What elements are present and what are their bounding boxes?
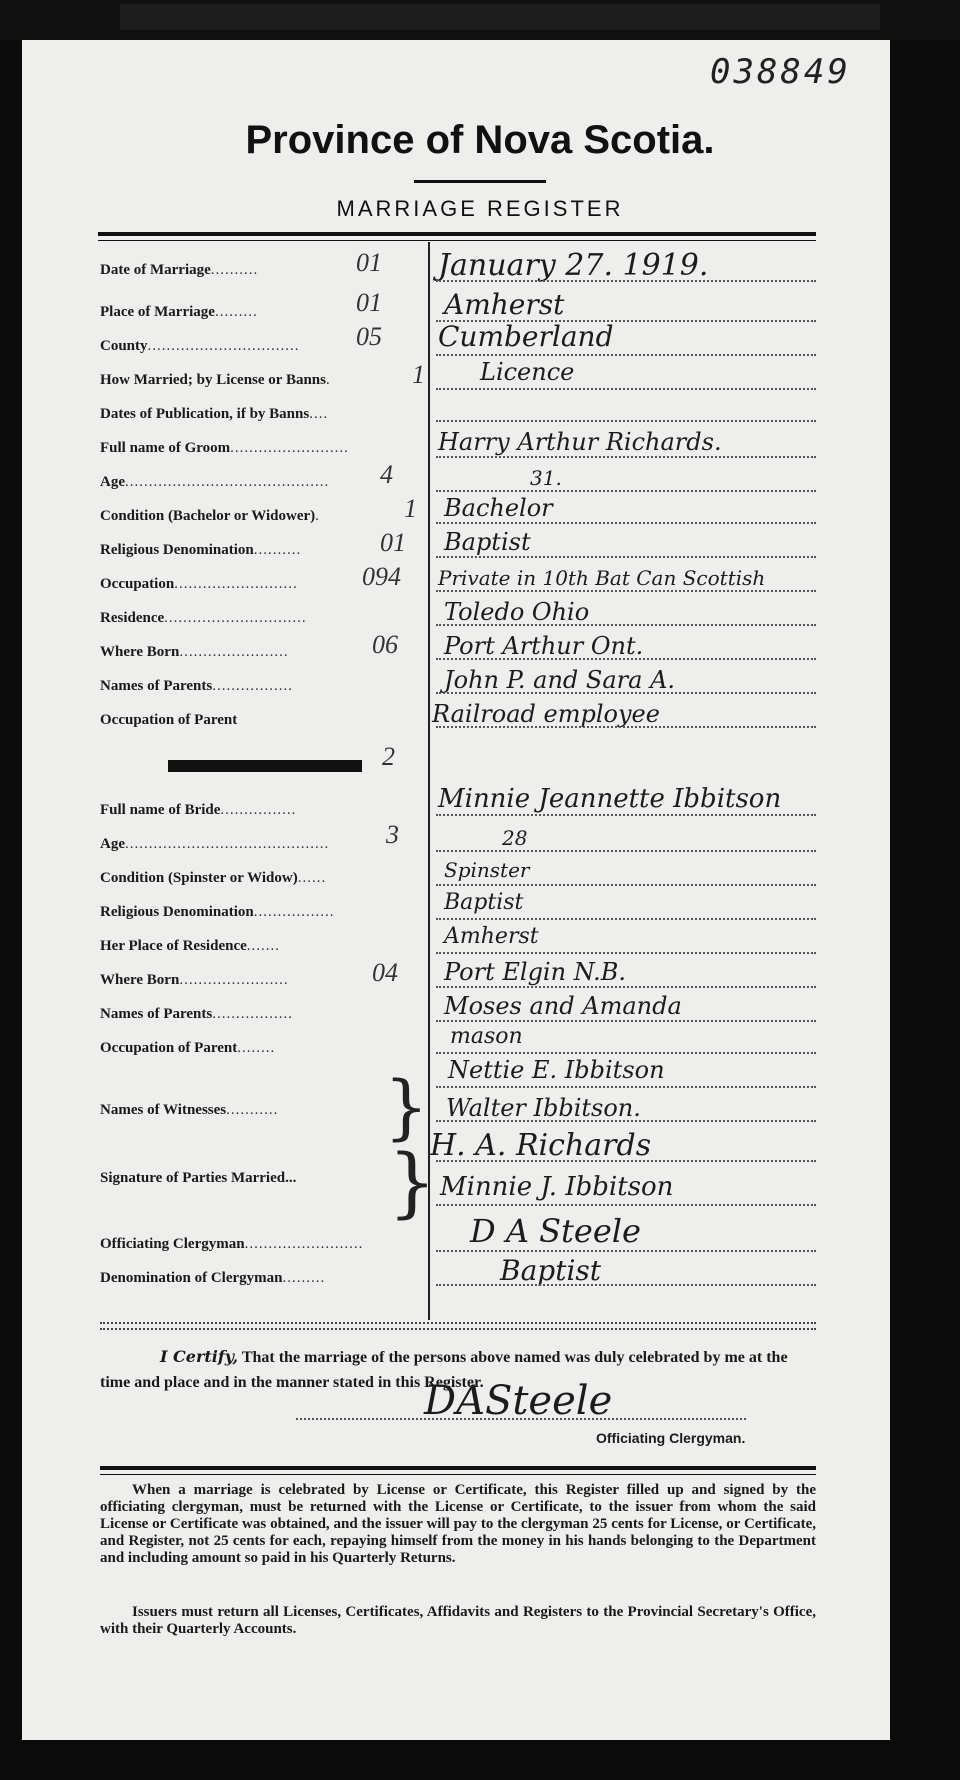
footer-rule (100, 1466, 816, 1470)
field-code: 1 (404, 494, 417, 523)
scan-border-top (0, 0, 960, 40)
entry-line (436, 814, 816, 816)
page-subtitle: MARRIAGE REGISTER (336, 196, 624, 221)
field-value: Baptist (444, 528, 531, 556)
entry-line (436, 590, 816, 592)
page-title: Province of Nova Scotia. (245, 118, 715, 162)
field-label: Condition (Spinster or Widow)...... (100, 870, 327, 886)
clergyman-denomination: Baptist (500, 1254, 602, 1287)
field-label: Full name of Bride................ (100, 802, 297, 818)
entry-line (436, 658, 816, 660)
entry-line (436, 522, 816, 524)
field-label: Her Place of Residence....... (100, 938, 281, 954)
field-label: Religious Denomination.......... (100, 542, 302, 558)
field-value: Amherst (444, 924, 539, 949)
signature-line (296, 1418, 746, 1420)
field-label: Religious Denomination................. (100, 904, 335, 920)
entry-line (436, 1284, 816, 1286)
issuers-paragraph: Issuers must return all Licenses, Certificates, Affidavits and Registers to the Provincial Secretary's Office, with their Quarterly Accounts. (100, 1604, 816, 1637)
instructions-paragraph: When a marriage is celebrated by License or Certificate, this Register filled up and signed by the officiating clergyman, must be returned with the License or Certificate, to the issuer from whom the said License or Certificate was obtained, and the issuer will pay to the clergyman 25 cents for License, or Certificate, and Register, not 25 cents for each, repaying himself from the money in his hands belonging to the Department and including amount so paid in his Quarterly Returns. (100, 1482, 816, 1566)
field-value: Cumberland (438, 320, 614, 353)
field-value: Harry Arthur Richards. (438, 428, 722, 456)
document-number: 038849 (710, 52, 851, 92)
entry-line (436, 1120, 816, 1122)
field-value: Toledo Ohio (444, 598, 590, 626)
field-value: 31. (530, 466, 562, 490)
entry-line (436, 456, 816, 458)
entry-line (436, 388, 816, 390)
field-value: Baptist (444, 890, 524, 915)
bride-section-bar (168, 760, 362, 772)
field-label: Occupation of Parent........ (100, 1040, 276, 1056)
field-code: 01 (356, 248, 382, 277)
field-value: Amherst (444, 288, 565, 321)
field-value: Licence (480, 358, 575, 386)
field-value: John P. and Sara A. (444, 666, 676, 694)
field-code: 01 (380, 528, 406, 557)
entry-line (436, 1160, 816, 1162)
entry-line (436, 692, 816, 694)
clergyman-signature: D A Steele (470, 1212, 641, 1250)
field-label: Occupation of Parent (100, 712, 238, 728)
entry-line (436, 280, 816, 282)
footer-rule-thin (100, 1474, 816, 1475)
field-label: Age........................................... (100, 836, 330, 852)
signature-bride: Minnie J. Ibbitson (440, 1172, 674, 1202)
header-rule-thin (98, 240, 816, 241)
field-value: Private in 10th Bat Can Scottish (438, 566, 766, 590)
field-code: 4 (380, 460, 393, 489)
entry-line (436, 1020, 816, 1022)
field-value: mason (450, 1024, 523, 1049)
certificate-rule (100, 1322, 816, 1324)
field-code: 05 (356, 322, 382, 351)
entry-line (436, 624, 816, 626)
field-label: Date of Marriage.......... (100, 262, 259, 278)
entry-line (436, 1204, 816, 1206)
entry-line (436, 850, 816, 852)
field-label: Names of Parents................. (100, 1006, 293, 1022)
field-label: Where Born....................... (100, 644, 289, 660)
field-code: 01 (356, 288, 382, 317)
certify-body: That the marriage of the persons above named was duly celebrated by me at the time and place and in the manner stated in this Register. (100, 1349, 788, 1391)
field-value: Railroad employee (432, 700, 660, 728)
officiating-clergyman-caption: Officiating Clergyman. (596, 1430, 746, 1446)
field-label: Residence.............................. (100, 610, 307, 626)
entry-line (436, 918, 816, 920)
entry-line (436, 354, 816, 356)
field-label: Occupation.......................... (100, 576, 298, 592)
signatures-label: Signature of Parties Married... (100, 1170, 297, 1186)
field-value: Port Arthur Ont. (444, 632, 644, 660)
entry-line (436, 556, 816, 558)
field-code: 04 (372, 958, 398, 987)
entry-line (436, 986, 816, 988)
field-label: Place of Marriage......... (100, 304, 258, 320)
field-code: 3 (386, 820, 399, 849)
field-value: Moses and Amanda (444, 992, 682, 1020)
signature-groom: H. A. Richards (430, 1128, 652, 1163)
field-label: Names of Parents................. (100, 678, 293, 694)
field-value: 28 (502, 826, 528, 850)
title-rule (414, 180, 546, 183)
field-label: Dates of Publication, if by Banns.... (100, 406, 329, 422)
bride-section-code: 2 (382, 742, 395, 771)
field-label: Where Born....................... (100, 972, 289, 988)
witness-2: Walter Ibbitson. (446, 1094, 641, 1122)
field-label: County................................ (100, 338, 300, 354)
entry-line (436, 490, 816, 492)
field-code: 1 (412, 360, 425, 389)
signatures-brace: } (388, 1137, 437, 1226)
scan-border-inner (120, 4, 880, 30)
certificate-signature: DASteele (424, 1378, 613, 1424)
field-label: Age........................................... (100, 474, 330, 490)
witnesses-brace: } (384, 1066, 429, 1148)
field-label: Condition (Bachelor or Widower). (100, 508, 320, 524)
header-rule (98, 232, 816, 236)
entry-line (436, 726, 816, 728)
entry-line (436, 1086, 816, 1088)
entry-line (436, 1052, 816, 1054)
field-value: Port Elgin N.B. (444, 958, 627, 986)
field-value: Bachelor (444, 494, 553, 522)
field-value: Spinster (444, 858, 530, 882)
field-value: January 27. 1919. (438, 248, 709, 283)
field-label: Full name of Groom......................... (100, 440, 349, 456)
denomination-label: Denomination of Clergyman......... (100, 1270, 326, 1286)
witnesses-label: Names of Witnesses........... (100, 1102, 279, 1118)
certify-word: I Certify, (160, 1347, 239, 1366)
entry-line (436, 1250, 816, 1252)
field-label: How Married; by License or Banns. (100, 372, 331, 388)
witness-1: Nettie E. Ibbitson (448, 1056, 665, 1084)
entry-line (436, 884, 816, 886)
field-value: Minnie Jeannette Ibbitson (438, 784, 782, 814)
field-code: 06 (372, 630, 398, 659)
entry-line (436, 420, 816, 422)
certificate-rule (100, 1328, 816, 1330)
clergyman-label: Officiating Clergyman......................... (100, 1236, 364, 1252)
entry-line (436, 952, 816, 954)
field-code: 094 (362, 562, 401, 591)
